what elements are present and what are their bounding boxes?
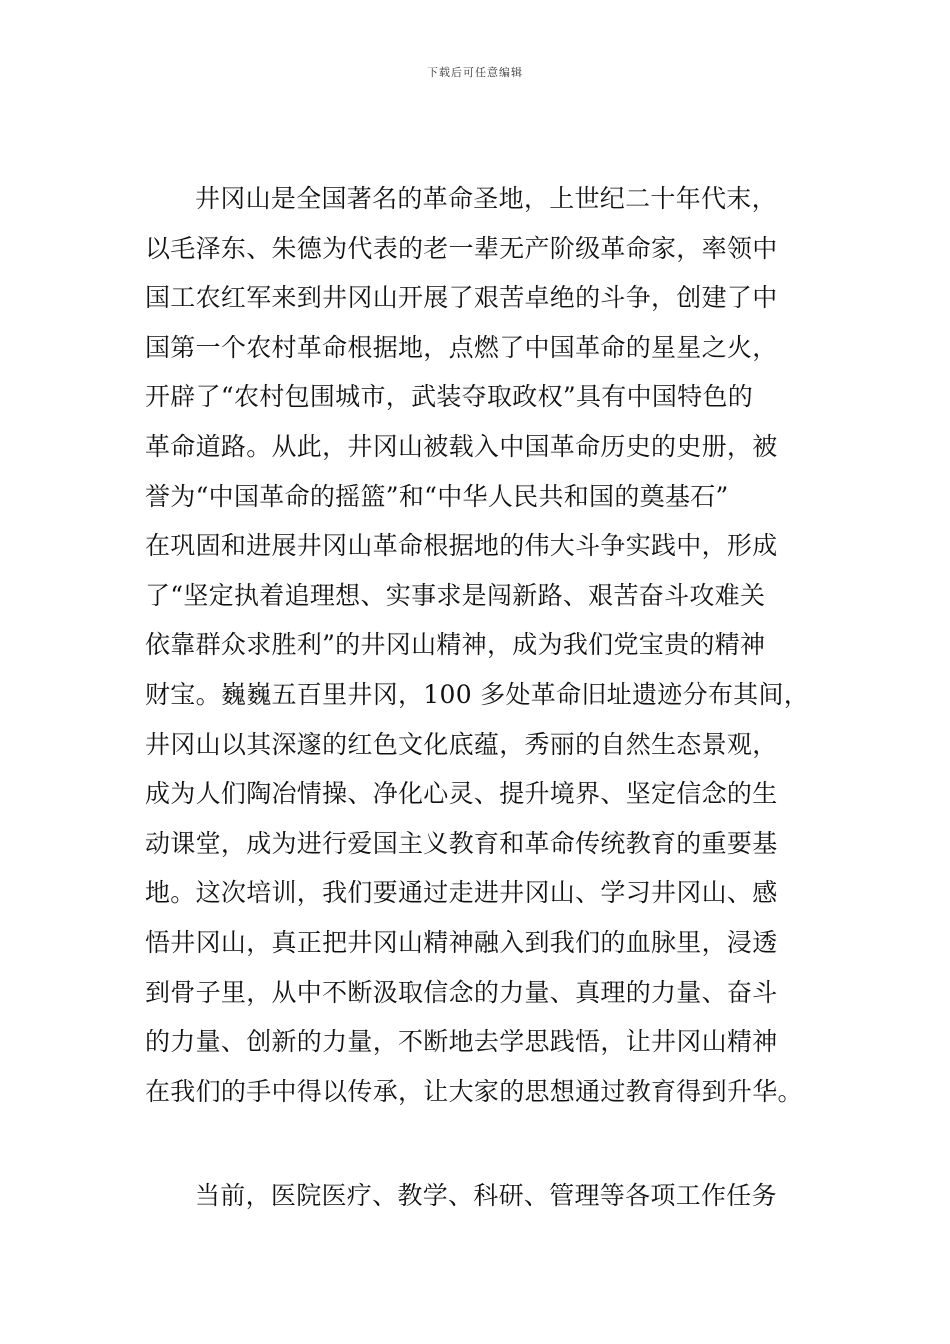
paragraph-line: 的力量、创新的力量，不断地去学思践悟，让井冈山精神 bbox=[145, 1027, 778, 1057]
paragraph-line: 悟井冈山，真正把井冈山精神融入到我们的血脉里，浸透 bbox=[145, 927, 778, 957]
paragraph-line: 井冈山以其深邃的红色文化底蕴，秀丽的自然生态景观， bbox=[145, 729, 778, 759]
paragraph-2 bbox=[145, 1171, 810, 1221]
paragraph-line: 财宝。巍巍五百里井冈，100 多处革命旧址遗迹分布其间， bbox=[145, 679, 810, 709]
paragraph-line: 依靠群众求胜利”的井冈山精神，成为我们党宝贵的精神 bbox=[145, 630, 766, 660]
paragraph-1 bbox=[145, 174, 810, 1116]
paragraph-line: 国第一个农村革命根据地，点燃了中国革命的星星之火， bbox=[145, 332, 778, 362]
paragraph-line: 革命道路。从此，井冈山被载入中国革命历史的史册，被 bbox=[145, 431, 778, 461]
paragraph-line: 在我们的手中得以传承，让大家的思想通过教育得到升华。 bbox=[145, 1076, 803, 1106]
paragraph-line: 当前，医院医疗、教学、科研、管理等各项工作任务 bbox=[195, 1181, 777, 1210]
paragraph-line: 以毛泽东、朱德为代表的老一辈无产阶级革命家，率领中 bbox=[145, 233, 778, 263]
paragraph-line: 井冈山是全国著名的革命圣地，上世纪二十年代末， bbox=[195, 184, 777, 213]
paragraph-line: 到骨子里，从中不断汲取信念的力量、真理的力量、奋斗 bbox=[145, 977, 778, 1007]
paragraph-line: 国工农红军来到井冈山开展了艰苦卓绝的斗争，创建了中 bbox=[145, 283, 778, 313]
paragraph-line: 动课堂，成为进行爱国主义教育和革命传统教育的重要基 bbox=[145, 828, 778, 858]
paragraph-line: 誉为“中国革命的摇篮”和“中华人民共和国的奠基石” bbox=[145, 481, 729, 511]
paragraph-line: 成为人们陶冶情操、净化心灵、提升境界、坚定信念的生 bbox=[145, 779, 778, 809]
paragraph-line: 地。这次培训，我们要通过走进井冈山、学习井冈山、感 bbox=[145, 878, 778, 908]
page-header: 下载后可任意编辑 bbox=[427, 66, 523, 79]
paragraph-line: 了“坚定执着追理想、实事求是闯新路、艰苦奋斗攻难关 bbox=[145, 580, 766, 610]
paragraph-line: 开辟了“农村包围城市，武装夺取政权”具有中国特色的 bbox=[145, 382, 754, 412]
paragraph-line: 在巩固和进展井冈山革命根据地的伟大斗争实践中，形成 bbox=[145, 531, 778, 561]
